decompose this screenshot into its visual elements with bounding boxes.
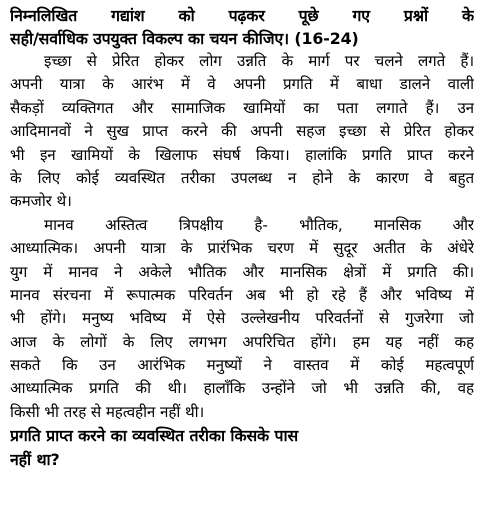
question bbox=[10, 424, 474, 472]
passage-line: सकते कि उन आरंभिक मनुष्यों ने वास्तव में कोई महत्वपूर्ण bbox=[10, 356, 474, 375]
passage-line: आज के लोगों के लिए लगभग अपरिचित होंगे। हम यह नहीं कह bbox=[10, 332, 474, 351]
question-line-1: प्रगति प्राप्त करने का व्यवस्थित तरीका किसके पास bbox=[10, 426, 299, 446]
passage-line: आध्यात्मिक प्रगति की थी। हालाँकि उन्होंने जो भी उन्नति की, वह bbox=[10, 379, 474, 398]
passage-line: मानव अस्तित्व त्रिपक्षीय है- भौतिक, मानसिक और bbox=[44, 215, 474, 234]
passage-line: मानव संरचना में रूपात्मक परिवर्तन अब भी हो रहे हैं और भविष्य में bbox=[10, 285, 474, 304]
question-line-2: नहीं था? bbox=[10, 450, 60, 470]
passage-line: भी इन खामियों के खिलाफ संघर्ष किया। हालांकि प्रगति प्राप्त करने bbox=[10, 145, 474, 164]
passage-line: के लिए कोई व्यवस्थित तरीका उपलब्ध न होने के कारण वे बहुत bbox=[10, 168, 474, 187]
passage-line: सैकड़ों व्यक्तिगत और सामाजिक खामियों का पता लगाते हैं। उन bbox=[10, 98, 474, 117]
instruction-line-2 bbox=[10, 27, 474, 50]
passage-line: भी होंगे। मनुष्य भविष्य में ऐसे उल्लेखनीय परिवर्तनों से गुजरेगा जो bbox=[10, 309, 474, 328]
passage-line: युग में मानव ने अकेले भौतिक और मानसिक क्षेत्रों में प्रगति की। bbox=[10, 262, 474, 281]
instruction-text: सही/सर्वाधिक उपयुक्त विकल्प का चयन कीजिए। bbox=[10, 29, 289, 48]
passage-line: किसी भी तरह से महत्वहीन नहीं थी। bbox=[10, 402, 205, 421]
passage-line: कमजोर थे। bbox=[10, 192, 72, 211]
passage-line: अपनी यात्रा के आरंभ में वे अपनी प्रगति में बाधा डालने वाली bbox=[10, 75, 474, 94]
passage bbox=[10, 50, 474, 424]
passage-line: आध्यात्मिक। अपनी यात्रा के प्रारंभिक चरण में सुदूर अतीत के अंधेरे bbox=[10, 239, 474, 258]
instruction-line-1: निम्नलिखित गद्यांश को पढ़कर पूछे गए प्रश्नों के bbox=[10, 6, 474, 25]
passage-line: इच्छा से प्रेरित होकर लोग उन्नति के मार्ग पर चलने लगते हैं। bbox=[44, 52, 474, 70]
question-range: (16-24) bbox=[294, 29, 359, 48]
passage-line: आदिमानवों ने सुख प्राप्त करने की अपनी सहज इच्छा से प्रेरित होकर bbox=[10, 122, 474, 141]
